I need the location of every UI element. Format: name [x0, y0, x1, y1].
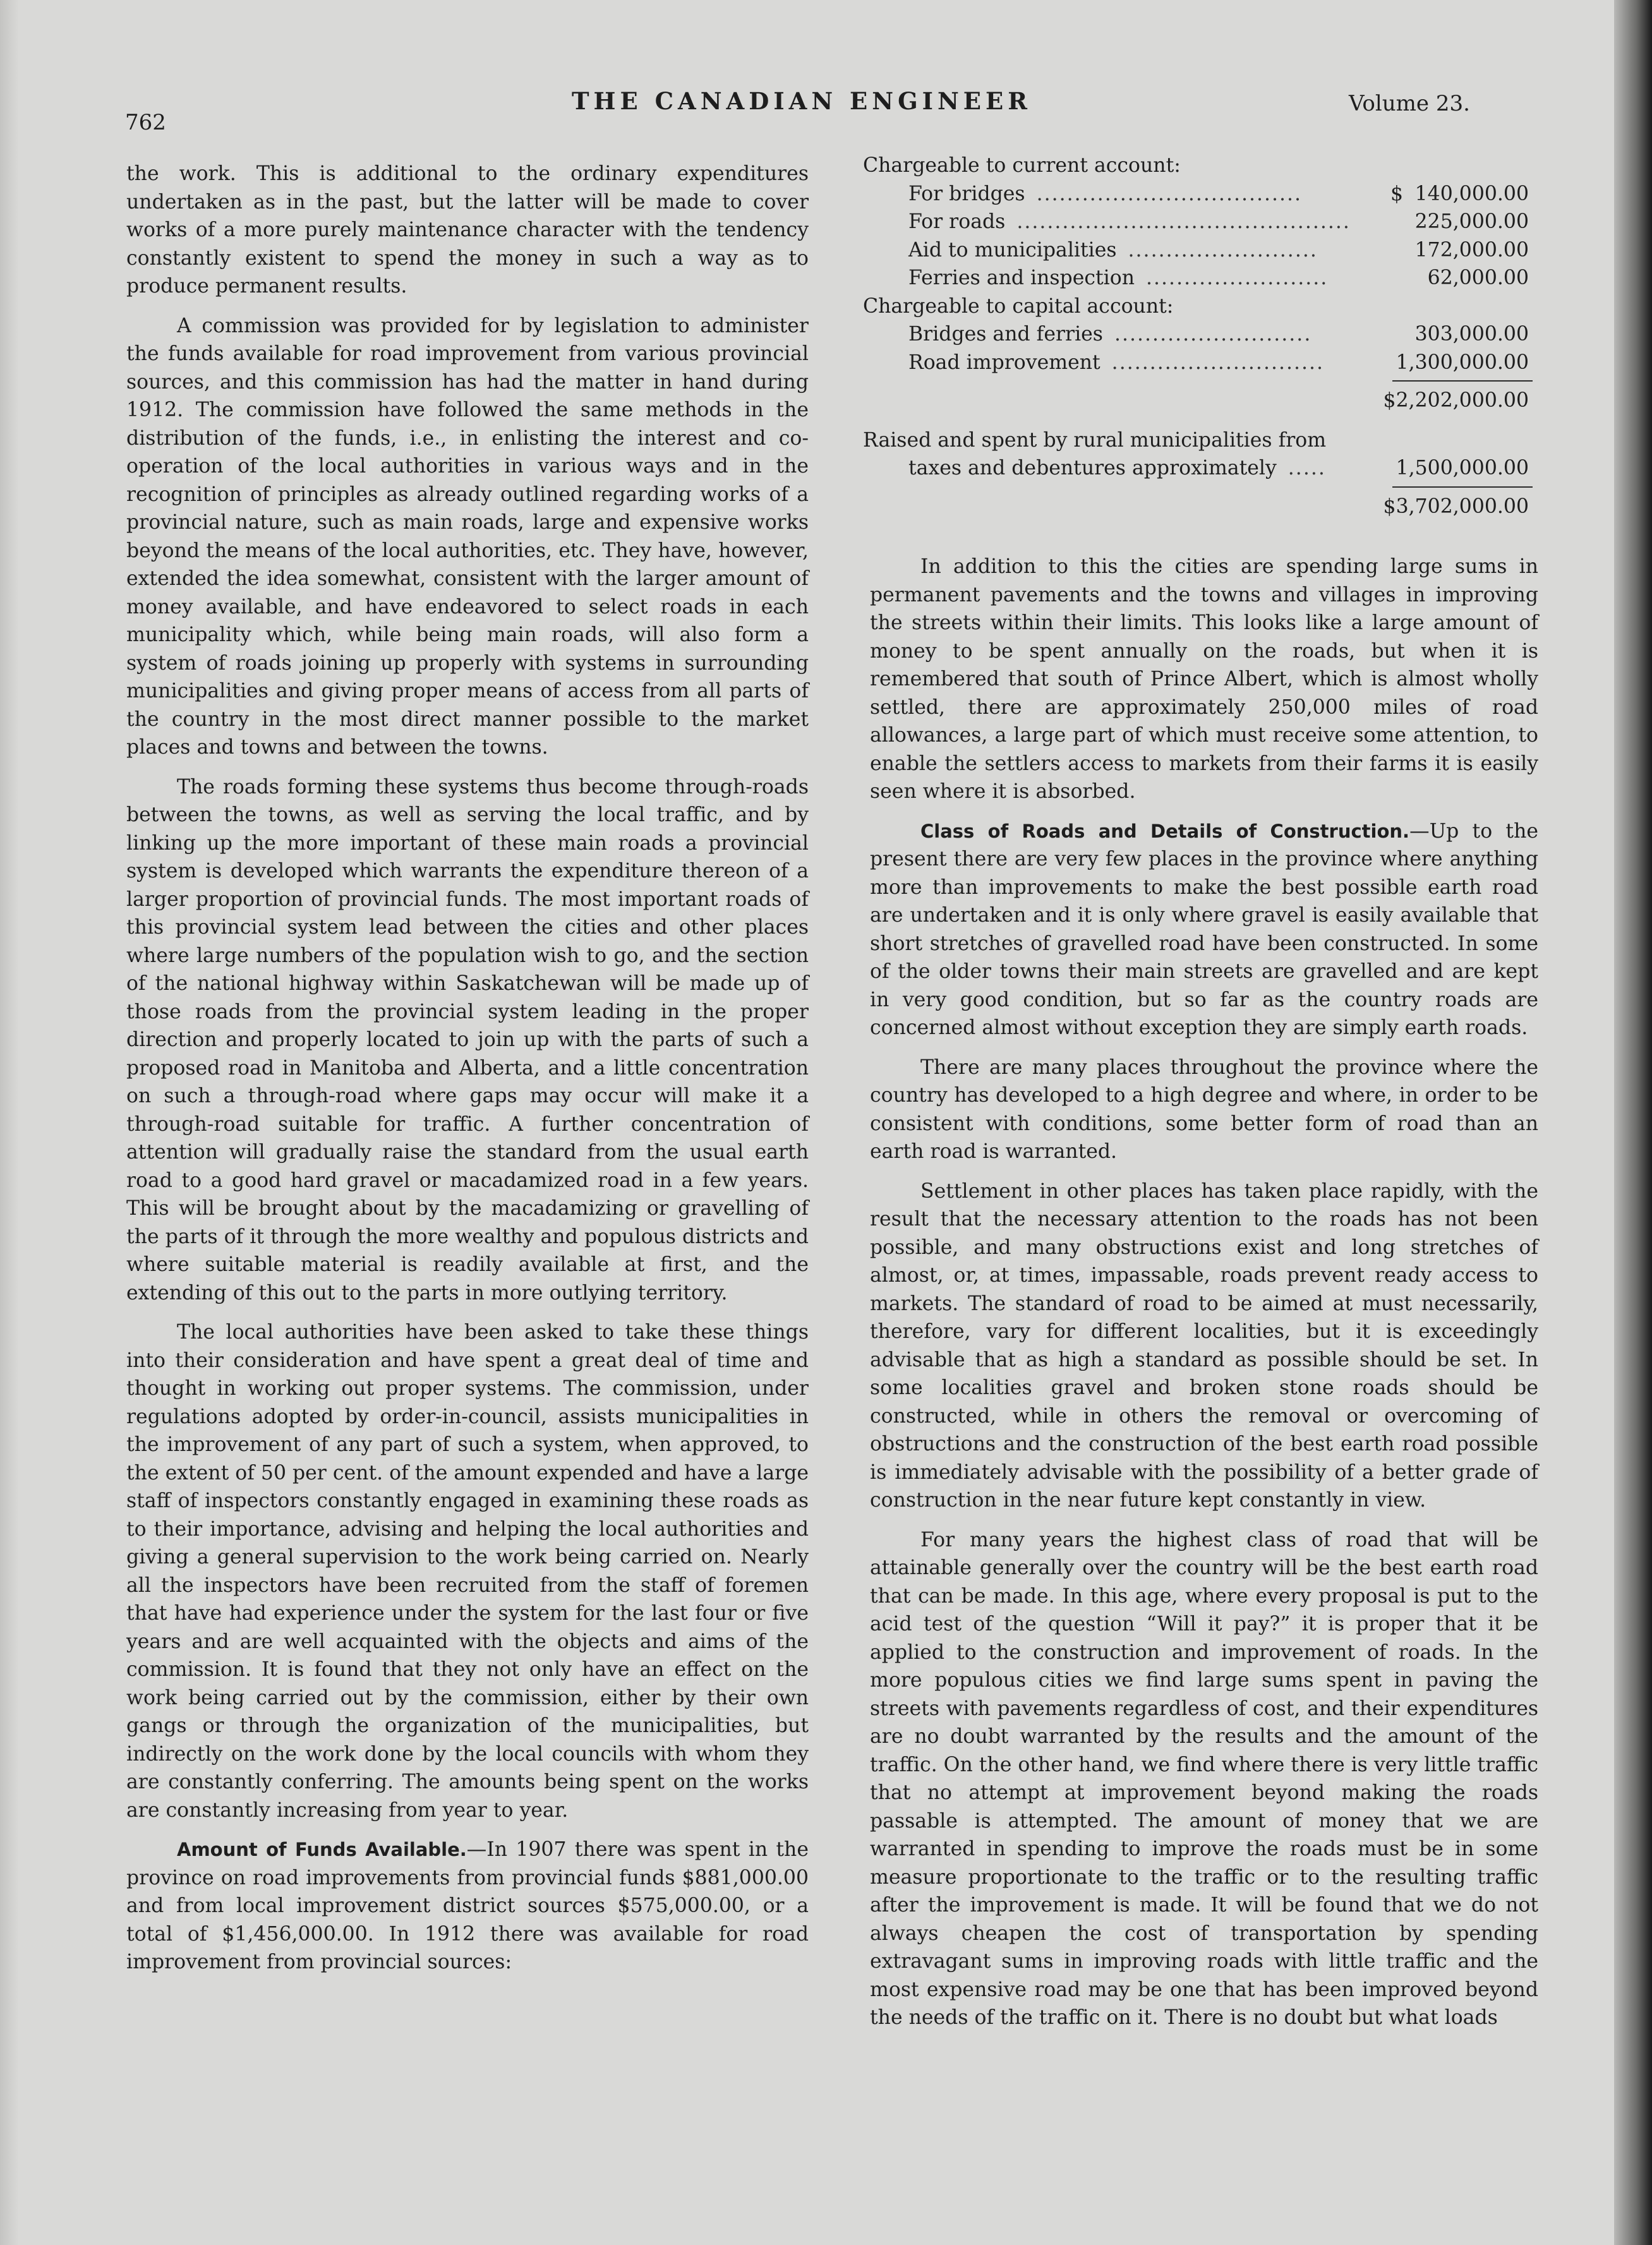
paragraph: The local authorities have been asked to take these things into their consideration and have spent a great deal of time and thought in working out proper systems. The commission, under regulations adopted by order-in-council, assists municipalities in the improvement of any part of such a system, when approved, to the extent of 50 per cent. of the amount expended and have a large staff of inspectors constantly engaged in examining these roads as to their importance, advising and helping the local authorities and giving a general supervision to the work being carried on. Nearly all the inspectors have been recruited from the staff of foremen that have had experience under the system for the last four or five years and are well acquainted with the objects and aims of the commission. It is found that they not only have an effect on the work being carried out by the commission, either by their own gangs or through the organization of the municipalities, but indirectly on the work done by the local councils with whom they are constantly conferring. The amounts being spent on the works are constantly increasing from year to year. — [126, 1321, 809, 1822]
journal-title: THE CANADIAN ENGINEER — [572, 87, 1032, 115]
paragraph-text: —In 1907 there was spent in the province on road improvements from provincial funds $881,000.00 and from local improvement district sources $575,000.00, or a total of $1,456,000.00. In 1912 there was available for road improvement from provincial sources: — [126, 1838, 809, 1973]
rural-label-line-1: Raised and spent by rural municipalities from — [863, 428, 1327, 452]
rural-amount: 1,500,000.00 — [1396, 454, 1533, 483]
row-amount: 140,000.00 — [1415, 180, 1533, 208]
page-number: 762 — [125, 110, 166, 135]
leader-dots: .......................... — [1106, 323, 1312, 346]
paragraph: In addition to this the cities are spending large sums in permanent pavements and the towns and villages in improving the streets within their limits. This looks like a large amount of money to be spent annually on the roads, but when it is remembered that south of Prince Albert, which is almost wholly settled, there are approximately 250,000 miles of road allowances, a large part of which must receive some attention, to enable the settlers access to markets from their farms it is easily seen where it is absorbed. — [870, 555, 1538, 803]
leader-dots: ......................... — [1120, 238, 1318, 262]
total-amount: $3,702,000.00 — [1384, 493, 1533, 521]
row-amount: 62,000.00 — [1428, 264, 1533, 292]
dollar-sign: $ — [1390, 180, 1407, 208]
table-row — [863, 320, 1533, 349]
row-label: Aid to municipalities — [908, 239, 1121, 262]
table-heading-row — [863, 152, 1533, 180]
paragraph: the work. This is additional to the ordinary expenditures undertaken as in the past, but the latter will be made to cover works of a more purely maintenance character with the tendency constantly existent to spend the money in such a way as to produce permanent results. — [126, 162, 809, 298]
volume-label: Volume 23. — [1349, 91, 1470, 116]
table-row — [863, 349, 1533, 377]
row-amount: 172,000.00 — [1415, 236, 1533, 265]
paragraph: The roads forming these systems thus become through-roads between the towns, as well as serving the local traffic, and by linking up the more important of these main roads a provincial system is developed which warrants the expenditure thereon of a larger proportion of provincial funds. The most important roads of this provincial system lead between the cities and other places where large numbers of the population wish to go, and the section of the national highway within Saskatchewan will be made up of those roads from the provincial system leading in the proper direction and properly located to join up with the parts of such a proposed road in Manitoba and Alberta, and a little concentration on such a through-road where gaps may occur will make it a through-road suitable for traffic. A further concentration of attention will gradually raise the standard from the usual earth road to a good hard gravel or macadamized road in a few years. This will be brought about by the macadamizing or gravelling of the parts of it through the more wealthy and populous districts and where suitable material is readily available at first, and the extending of this out to the parts in more outlying territory. — [126, 775, 809, 1304]
table-row — [863, 454, 1533, 483]
leader-dots: ............................................ — [1009, 210, 1351, 233]
table-row — [863, 264, 1533, 292]
funds-table — [863, 152, 1533, 521]
right-column — [870, 553, 1538, 2032]
leader-dots: ............................ — [1104, 351, 1325, 374]
left-column — [126, 160, 809, 1977]
capital-account-heading: Chargeable to capital account: — [863, 294, 1174, 318]
total-row — [863, 493, 1533, 521]
subtotal-amount: $2,202,000.00 — [1384, 387, 1533, 415]
row-label: For bridges — [908, 183, 1029, 205]
page-left-edge — [0, 0, 19, 2245]
table-row — [863, 208, 1533, 236]
row-label: Road improvement — [908, 351, 1104, 374]
rule-row — [863, 483, 1533, 493]
leader-dots: ........................ — [1138, 267, 1329, 289]
paragraph-class-of-roads — [870, 817, 1538, 1042]
total-rule — [1392, 486, 1533, 488]
subtotal-row — [863, 387, 1533, 415]
row-amount: 303,000.00 — [1415, 320, 1533, 349]
rural-label-line-2: taxes and debentures approximately — [908, 457, 1281, 479]
table-row — [863, 426, 1533, 455]
row-label: Ferries and inspection — [908, 267, 1138, 289]
page-header — [0, 87, 1627, 135]
row-amount: 1,300,000.00 — [1396, 349, 1533, 377]
paragraph: There are many places throughout the province where the country has developed to a high degree and where, in order to be consistent with conditions, some better form of road than an earth road is warranted. — [870, 1056, 1538, 1163]
table-heading-row — [863, 292, 1533, 321]
current-account-heading: Chargeable to current account: — [863, 154, 1181, 177]
paragraph-text: —Up to the present there are very few places in the province where anything more than improvements to make the best possible earth road are undertaken and it is only where gravel is easily available that short stretches of gravelled road have been constructed. In some of the older towns their main streets are gravelled and are kept in very good condition, but so far as the country roads are concerned almost without exception they are simply earth roads. — [870, 819, 1538, 1039]
subtotal-rule — [1392, 380, 1533, 382]
row-amount: 225,000.00 — [1415, 208, 1533, 236]
table-row — [863, 236, 1533, 265]
book-spine — [1614, 0, 1652, 2245]
row-label: Bridges and ferries — [908, 323, 1107, 346]
row-label: For roads — [908, 210, 1009, 233]
section-heading: Amount of Funds Available. — [177, 1839, 467, 1860]
paragraph-funds-available — [126, 1836, 809, 1977]
table-row — [863, 180, 1533, 208]
paragraph: For many years the highest class of road that will be attainable generally over the country will be the best earth road that can be made. In this age, where every proposal is put to the acid test of the question “Will it pay?” it is proper that it be applied to the construction and improvement of roads. In the more populous cities we find large sums spent in paving the streets with pavements regardless of cost, and their expenditures are no doubt warranted by the results and the amount of the traffic. On the other hand, we find where there is very little traffic that no attempt at improvement beyond making the roads passable is attempted. The amount of money that we are warranted in spending to improve the roads must be in some measure proportionate to the traffic or to the resulting traffic after the improvement is made. It will be found that we do not always cheapen the cost of transportation by spending extravagant sums in improving roads with little traffic and the most expensive road may be one that has been improved beyond the needs of the traffic on it. There is no doubt but what loads — [870, 1528, 1538, 2029]
paragraph: Settlement in other places has taken place rapidly, with the result that the necessary attention to the roads has not been possible, and many obstructions exist and long stretches of almost, or, at times, impassable, roads prevent ready access to markets. The standard of road to be aimed at must necessarily, therefore, vary for different localities, but it is exceedingly advisable that as high a standard as possible should be set. In some localities gravel and broken stone roads should be constructed, while in others the removal or overcoming of obstructions and the construction of the best earth road possible is immediately advisable with the possibility of a better grade of construction in the near future kept constantly in view. — [870, 1179, 1538, 1512]
leader-dots: ..... — [1280, 457, 1326, 479]
paragraph: A commission was provided for by legislation to administer the funds available for road improvement from various provincial sources, and this commission has had the matter in hand during 1912. The commission have followed the same methods in the distribution of the funds, i.e., in enlisting the interest and co-operation of the local authorities in various ways and in the recognition of principles as already outlined regarding works of a provincial nature, such as main roads, large and expensive works beyond the means of the local authorities, etc. They have, however, extended the idea somewhat, consistent with the larger amount of money available, and have endeavored to select roads in each municipality which, while being main roads, will also form a system of roads joining up properly with systems in surrounding municipalities and giving proper means of access from all parts of the country in the most direct manner possible to the market places and towns and between the towns. — [126, 314, 809, 759]
rule-row — [863, 376, 1533, 387]
leader-dots: ................................... — [1028, 182, 1303, 205]
section-heading: Class of Roads and Details of Construction. — [920, 820, 1410, 842]
